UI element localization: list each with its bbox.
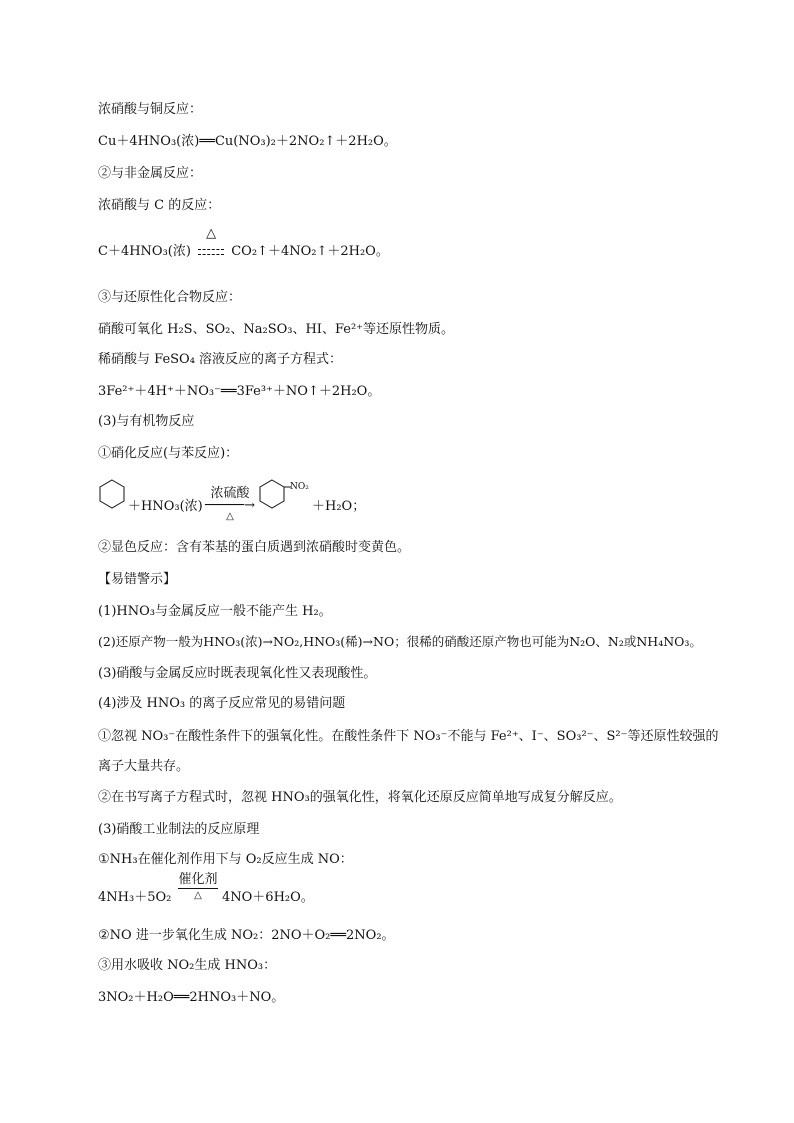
step-water-absorption: ③用水吸收 NO₂生成 HNO₃：	[98, 958, 277, 973]
heat-symbol: △	[226, 511, 234, 522]
equation-carbon-right: CO₂↑＋4NO₂↑＋2H₂O。	[231, 244, 389, 259]
step-ammonia-oxidation: ①NH₃在催化剂作用下与 O₂反应生成 NO：	[98, 852, 353, 867]
warning-item-4-2: ②在书写离子方程式时，忽视 HNO₃的强氧化性，将氧化还原反应简单地写成复分解反应。	[98, 790, 622, 805]
ammonia-equation-left: 4NH₃＋5O₂	[98, 890, 172, 905]
equation-carbon-left: C＋4HNO₃(浓)	[98, 244, 191, 259]
nitration-product: ＋H₂O；	[312, 499, 366, 514]
line-dilute-feso4: 稀硝酸与 FeSO₄ 溶液反应的离子方程式：	[98, 352, 343, 367]
heat-symbol: △	[206, 226, 217, 241]
equation-iron: 3Fe²⁺＋4H⁺＋NO₃⁻══3Fe³⁺＋NO↑＋2H₂O。	[98, 384, 381, 399]
nitrobenzene-ring-icon	[258, 478, 292, 510]
step-no-oxidation: ②NO 进一步氧化生成 NO₂：2NO＋O₂══2NO₂。	[98, 928, 395, 943]
heading-reducing-compounds: ③与还原性化合物反应：	[98, 290, 242, 305]
heading-nitration: ①硝化反应(与苯反应)：	[98, 446, 239, 461]
heading-nonmetal-reaction: ②与非金属反应：	[98, 166, 203, 181]
warning-item-1: (1)HNO₃与金属反应一般不能产生 H₂。	[98, 604, 332, 619]
nitration-reagent: ＋HNO₃(浓)	[128, 499, 203, 514]
equation-no2-water: 3NO₂＋H₂O══2HNO₃＋NO。	[98, 990, 285, 1005]
equals-sign	[198, 249, 224, 255]
heading-organic-reaction: (3)与有机物反应	[98, 414, 195, 429]
heat-symbol: △	[194, 890, 202, 901]
equation-copper: Cu＋4HNO₃(浓)══Cu(NO₃)₂＋2NO₂↑＋2H₂O。	[98, 134, 397, 149]
line-acid-carbon: 浓硝酸与 C 的反应：	[98, 198, 221, 213]
warning-item-4: (4)涉及 HNO₃ 的离子反应常见的易错问题	[98, 696, 346, 711]
warning-item-4-1: ①忽视 NO₃⁻在酸性条件下的强氧化性。在酸性条件下 NO₃⁻不能与 Fe²⁺、I⁻、SO₃²⁻、S²⁻等还原性较强的离子大量共存。	[98, 729, 719, 774]
line-oxidizable-substances: 硝酸可氧化 H₂S、SO₂、Na₂SO₃、HI、Fe²⁺等还原性物质。	[98, 322, 455, 337]
heading-industrial-process: (3)硝酸工业制法的反应原理	[98, 822, 260, 837]
line-color-reaction: ②显色反应：含有苯基的蛋白质遇到浓硝酸时变黄色。	[98, 540, 411, 555]
benzene-ring-icon	[98, 478, 126, 510]
warning-item-2: (2)还原产物一般为HNO₃(浓)→NO₂,HNO₃(稀)→NO；很稀的硝酸还原产物也可能为N₂O、N₂或NH₄NO₃。	[98, 634, 702, 649]
catalyst-label: 浓硫酸	[210, 486, 250, 501]
ammonia-equation-right: 4NO＋6H₂O。	[222, 890, 314, 905]
equation-carbon	[98, 226, 389, 262]
nitration-condition: 浓硫酸 ─────→ △	[202, 486, 258, 522]
line-concentrated-acid-copper: 浓硝酸与铜反应：	[98, 102, 203, 117]
catalyst-label: 催化剂	[178, 872, 218, 887]
ammonia-condition	[176, 872, 220, 901]
warning-item-3: (3)硝酸与金属反应时既表现氧化性又表现酸性。	[98, 666, 377, 681]
heading-error-warning: 【易错警示】	[98, 572, 177, 587]
heat-condition	[198, 226, 224, 262]
nitro-group-label: NO₂	[290, 482, 309, 492]
